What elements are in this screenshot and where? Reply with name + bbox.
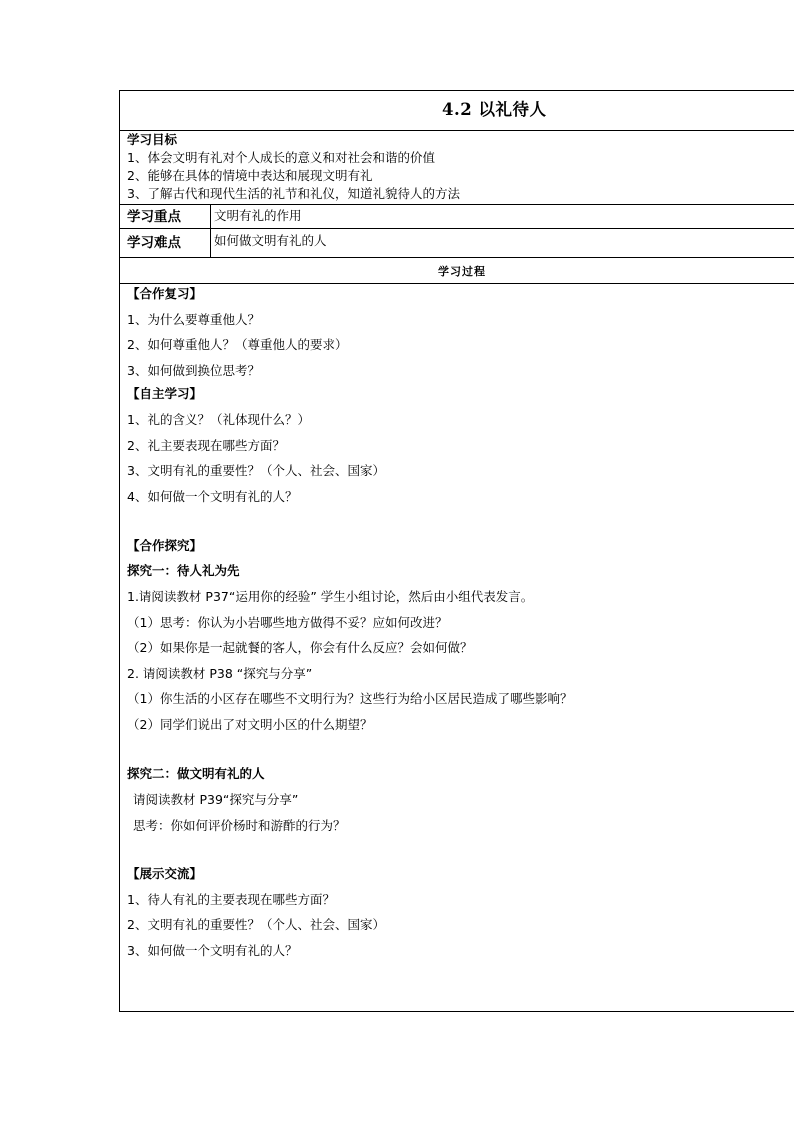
- self-study-item: 2、礼主要表现在哪些方面？: [127, 438, 285, 453]
- focus-value: 文明有礼的作用: [214, 208, 302, 223]
- review-item: 2、如何尊重他人？（尊重他人的要求）: [127, 337, 348, 352]
- goals-heading: 学习目标: [127, 132, 178, 147]
- learning-goals-cell: [120, 131, 794, 205]
- focus-row: [120, 205, 794, 229]
- explore-one-item: （1）你生活的小区存在哪些不文明行为？这些行为给小区居民造成了哪些影响？: [127, 691, 573, 706]
- self-study-item: 3、文明有礼的重要性？（个人、社会、国家）: [127, 463, 385, 478]
- explore-one-item: （2）如果你是一起就餐的客人，你会有什么反应？会如何做？: [127, 640, 473, 655]
- explore-one-item: （1）思考：你认为小岩哪些地方做得不妥？应如何改进？: [127, 615, 448, 630]
- explore-two-heading: 探究二：做文明有礼的人: [127, 766, 265, 781]
- explore-heading: 【合作探究】: [127, 538, 203, 553]
- difficulty-label: 学习难点: [120, 229, 211, 257]
- share-heading: 【展示交流】: [127, 866, 203, 881]
- goal-item: 2、能够在具体的情境中表达和展现文明有礼: [127, 168, 373, 183]
- goal-item: 3、了解古代和现代生活的礼节和礼仪，知道礼貌待人的方法: [127, 186, 460, 201]
- explore-one-item: 2. 请阅读教材 P38 “探究与分享”: [127, 666, 313, 681]
- review-heading: 【合作复习】: [127, 286, 203, 301]
- self-study-heading: 【自主学习】: [127, 386, 203, 401]
- explore-one-item: 1.请阅读教材 P37“运用你的经验” 学生小组讨论，然后由小组代表发言。: [127, 589, 534, 604]
- review-item: 3、如何做到换位思考？: [127, 363, 260, 378]
- explore-two-item: 思考：你如何评价杨时和游酢的行为？: [133, 818, 346, 833]
- difficulty-value: 如何做文明有礼的人: [214, 233, 327, 248]
- self-study-item: 1、礼的含义？（礼体现什么？）: [127, 412, 310, 427]
- focus-label: 学习重点: [120, 205, 211, 228]
- page-title: 4.2 以礼待人: [442, 100, 547, 119]
- self-study-item: 4、如何做一个文明有礼的人？: [127, 489, 298, 504]
- review-item: 1、为什么要尊重他人？: [127, 312, 260, 327]
- share-item: 1、待人有礼的主要表现在哪些方面？: [127, 892, 335, 907]
- share-item: 3、如何做一个文明有礼的人？: [127, 943, 298, 958]
- worksheet-table: [119, 90, 794, 1012]
- process-title: 学习过程: [438, 265, 486, 278]
- explore-one-item: （2）同学们说出了对文明小区的什么期望？: [127, 717, 373, 732]
- explore-one-heading: 探究一：待人礼为先: [127, 563, 240, 578]
- share-item: 2、文明有礼的重要性？（个人、社会、国家）: [127, 917, 385, 932]
- goal-item: 1、体会文明有礼对个人成长的意义和对社会和谐的价值: [127, 150, 435, 165]
- process-header-row: [120, 258, 794, 284]
- difficulty-row: [120, 229, 794, 258]
- explore-two-item: 请阅读教材 P39“探究与分享”: [133, 792, 299, 807]
- title-row: [120, 91, 794, 131]
